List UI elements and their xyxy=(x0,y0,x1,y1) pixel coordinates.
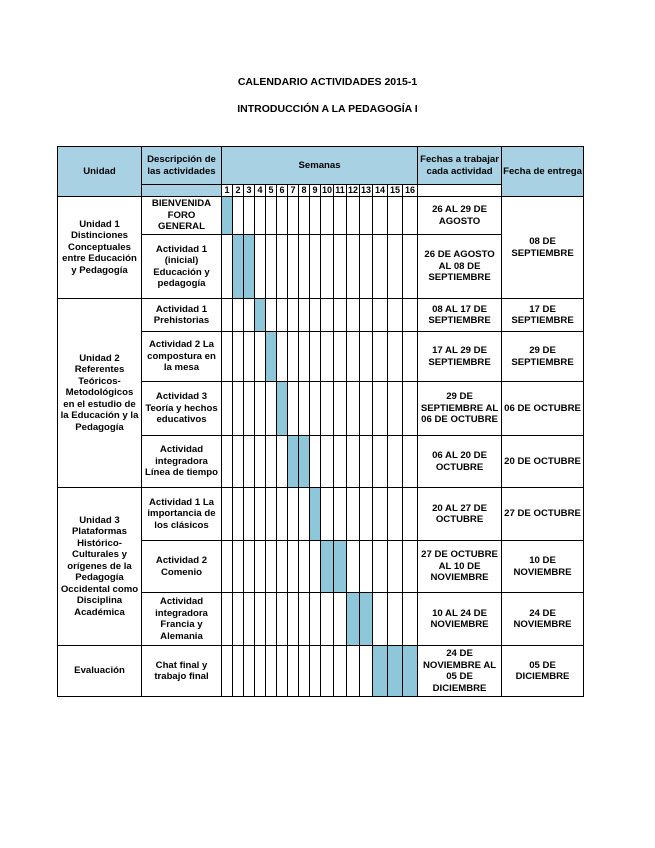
week-cell xyxy=(222,488,233,541)
week-cell xyxy=(244,235,255,299)
activity-calendar-table xyxy=(57,146,584,697)
week-cell xyxy=(266,332,277,382)
week-cell xyxy=(244,197,255,235)
week-cell xyxy=(277,593,288,646)
week-cell xyxy=(288,436,299,488)
week-cell xyxy=(255,197,266,235)
week-cell xyxy=(255,235,266,299)
week-cell xyxy=(277,382,288,436)
week-cell xyxy=(299,541,310,593)
week-cell xyxy=(288,382,299,436)
dates-cell: 26 DE AGOSTO AL 08 DE SEPTIEMBRE xyxy=(418,235,502,299)
week-cell xyxy=(299,488,310,541)
week-cell xyxy=(373,436,388,488)
week-cell xyxy=(334,197,347,235)
week-cell xyxy=(321,541,334,593)
week-cell xyxy=(233,488,244,541)
header-descripcion: Descripción de las actividades xyxy=(142,147,222,185)
week-cell xyxy=(310,488,321,541)
week-cell xyxy=(334,488,347,541)
week-cell xyxy=(222,593,233,646)
week-number: 14 xyxy=(373,185,388,197)
week-cell xyxy=(233,382,244,436)
week-cell xyxy=(222,235,233,299)
week-cell xyxy=(310,593,321,646)
table-row xyxy=(58,488,584,541)
week-number: 10 xyxy=(322,185,333,196)
week-cell xyxy=(277,436,288,488)
week-cell xyxy=(233,436,244,488)
week-cell xyxy=(244,332,255,382)
table-row xyxy=(58,299,584,332)
week-cell xyxy=(347,436,360,488)
week-cell xyxy=(347,541,360,593)
week-cell xyxy=(373,593,388,646)
week-cell xyxy=(388,593,403,646)
week-cell xyxy=(334,593,347,646)
week-cell xyxy=(321,235,334,299)
week-cell xyxy=(299,197,310,235)
activity-cell: Actividad integradora Francia y Alemania xyxy=(142,593,222,646)
week-cell xyxy=(288,235,299,299)
week-cell xyxy=(373,646,388,697)
week-cell xyxy=(255,541,266,593)
week-cell xyxy=(244,382,255,436)
week-cell xyxy=(403,299,418,332)
activity-cell: BIENVENIDA FORO GENERAL xyxy=(142,197,222,235)
week-cell xyxy=(347,646,360,697)
week-cell xyxy=(310,235,321,299)
week-number: 11 xyxy=(335,185,345,196)
week-cell xyxy=(266,197,277,235)
header-semanas: Semanas xyxy=(222,147,418,185)
week-cell xyxy=(299,646,310,697)
dates-cell: 27 DE OCTUBRE AL 10 DE NOVIEMBRE xyxy=(418,541,502,593)
week-cell xyxy=(255,436,266,488)
week-cell xyxy=(334,646,347,697)
week-cell xyxy=(266,436,277,488)
week-cell xyxy=(310,436,321,488)
week-cell xyxy=(388,541,403,593)
week-cell xyxy=(299,299,310,332)
page-title: CALENDARIO ACTIVIDADES 2015-1 xyxy=(237,76,418,88)
week-cell xyxy=(255,332,266,382)
dates-cell: 24 DE NOVIEMBRE AL 05 DE DICIEMBRE xyxy=(418,646,502,697)
week-cell xyxy=(347,299,360,332)
week-cell xyxy=(255,299,266,332)
week-cell xyxy=(373,235,388,299)
week-cell xyxy=(334,541,347,593)
week-cell xyxy=(288,593,299,646)
week-cell xyxy=(310,299,321,332)
week-cell xyxy=(360,488,373,541)
dates-cell: 26 AL 29 DE AGOSTO xyxy=(418,197,502,235)
week-cell xyxy=(266,646,277,697)
activity-cell: Actividad 1 Prehistorias xyxy=(142,299,222,332)
week-cell xyxy=(255,646,266,697)
due-cell: 24 DE NOVIEMBRE xyxy=(502,593,584,646)
week-number: 3 xyxy=(244,185,255,197)
week-cell xyxy=(334,299,347,332)
week-cell xyxy=(347,332,360,382)
week-cell xyxy=(334,332,347,382)
dates-cell: 06 AL 20 DE OCTUBRE xyxy=(418,436,502,488)
week-cell xyxy=(360,382,373,436)
week-cell xyxy=(277,299,288,332)
week-cell xyxy=(321,593,334,646)
week-cell xyxy=(360,541,373,593)
dates-cell: 20 AL 27 DE OCTUBRE xyxy=(418,488,502,541)
dates-cell: 10 AL 24 DE NOVIEMBRE xyxy=(418,593,502,646)
week-cell xyxy=(360,646,373,697)
due-cell: 10 DE NOVIEMBRE xyxy=(502,541,584,593)
week-cell xyxy=(266,299,277,332)
week-cell xyxy=(310,382,321,436)
activity-cell: Actividad 3 Teoría y hechos educativos xyxy=(142,382,222,436)
week-cell xyxy=(222,332,233,382)
due-cell: 08 DE SEPTIEMBRE xyxy=(502,197,584,299)
week-number: 15 xyxy=(388,185,403,197)
week-cell xyxy=(373,541,388,593)
week-cell xyxy=(244,299,255,332)
header-fechas-continued xyxy=(418,185,502,197)
week-cell xyxy=(277,541,288,593)
unit-cell: Evaluación xyxy=(58,646,142,697)
week-cell xyxy=(403,541,418,593)
week-cell xyxy=(277,332,288,382)
activity-cell: Actividad 1 La importancia de los clásicos xyxy=(142,488,222,541)
week-cell xyxy=(255,488,266,541)
activity-cell: Chat final y trabajo final xyxy=(142,646,222,697)
week-cell xyxy=(266,488,277,541)
week-cell xyxy=(255,382,266,436)
week-cell xyxy=(222,382,233,436)
week-cell xyxy=(347,235,360,299)
week-cell xyxy=(222,436,233,488)
week-cell xyxy=(233,593,244,646)
header-unidad: Unidad xyxy=(58,147,142,197)
week-number: 7 xyxy=(288,185,299,197)
dates-cell: 17 AL 29 DE SEPTIEMBRE xyxy=(418,332,502,382)
header-fechas: Fechas a trabajar cada actividad xyxy=(418,147,502,185)
week-cell xyxy=(347,382,360,436)
week-cell xyxy=(244,488,255,541)
unit-cell: Unidad 2 Referentes Teóricos-Metodológicos en el estudio de la Educación y la Pedagogía xyxy=(58,299,142,488)
week-cell xyxy=(244,593,255,646)
header-descripcion-continued xyxy=(142,185,222,197)
week-number: 16 xyxy=(403,185,418,197)
week-number: 12 xyxy=(348,185,359,196)
activity-cell: Actividad 2 La compostura en la mesa xyxy=(142,332,222,382)
week-cell xyxy=(321,332,334,382)
week-cell xyxy=(360,593,373,646)
week-cell xyxy=(403,646,418,697)
table-row xyxy=(58,646,584,697)
week-cell xyxy=(388,436,403,488)
week-number: 13 xyxy=(361,185,372,196)
dates-cell: 08 AL 17 DE SEPTIEMBRE xyxy=(418,299,502,332)
week-cell xyxy=(373,299,388,332)
week-cell xyxy=(403,382,418,436)
table-row xyxy=(58,197,584,235)
week-number: 8 xyxy=(299,185,310,197)
week-cell xyxy=(266,593,277,646)
due-cell: 27 DE OCTUBRE xyxy=(502,488,584,541)
week-cell xyxy=(321,646,334,697)
week-cell xyxy=(233,541,244,593)
week-cell xyxy=(334,235,347,299)
week-cell xyxy=(360,235,373,299)
week-cell xyxy=(321,436,334,488)
week-cell xyxy=(360,197,373,235)
week-cell xyxy=(373,197,388,235)
week-cell xyxy=(310,332,321,382)
week-cell xyxy=(233,197,244,235)
week-cell xyxy=(288,488,299,541)
week-cell xyxy=(288,197,299,235)
week-cell xyxy=(233,235,244,299)
week-number: 9 xyxy=(310,185,321,197)
week-cell xyxy=(288,332,299,382)
week-cell xyxy=(403,488,418,541)
week-cell xyxy=(388,488,403,541)
week-cell xyxy=(277,235,288,299)
week-cell xyxy=(388,382,403,436)
week-cell xyxy=(277,488,288,541)
week-cell xyxy=(299,382,310,436)
week-cell xyxy=(388,646,403,697)
week-cell xyxy=(403,235,418,299)
week-cell xyxy=(403,197,418,235)
page-subtitle: INTRODUCCIÓN A LA PEDAGOGÍA I xyxy=(237,103,418,115)
week-cell xyxy=(299,332,310,382)
week-number: 4 xyxy=(255,185,266,197)
week-cell xyxy=(347,197,360,235)
activity-cell: Actividad 2 Comenio xyxy=(142,541,222,593)
week-cell xyxy=(288,646,299,697)
week-cell xyxy=(277,646,288,697)
due-cell: 06 DE OCTUBRE xyxy=(502,382,584,436)
due-cell: 05 DE DICIEMBRE xyxy=(502,646,584,697)
week-cell xyxy=(373,332,388,382)
week-cell xyxy=(360,299,373,332)
week-cell xyxy=(222,299,233,332)
week-cell xyxy=(388,235,403,299)
week-cell xyxy=(233,332,244,382)
week-cell xyxy=(299,436,310,488)
week-cell xyxy=(233,299,244,332)
week-cell xyxy=(321,382,334,436)
due-cell: 17 DE SEPTIEMBRE xyxy=(502,299,584,332)
week-cell xyxy=(403,332,418,382)
due-cell: 20 DE OCTUBRE xyxy=(502,436,584,488)
week-cell xyxy=(266,235,277,299)
week-cell xyxy=(347,593,360,646)
week-cell xyxy=(222,197,233,235)
week-cell xyxy=(277,197,288,235)
week-cell xyxy=(388,197,403,235)
week-cell xyxy=(244,436,255,488)
week-cell xyxy=(310,197,321,235)
week-cell xyxy=(388,299,403,332)
week-cell xyxy=(299,593,310,646)
week-cell xyxy=(334,382,347,436)
week-cell xyxy=(244,541,255,593)
week-cell xyxy=(360,332,373,382)
week-cell xyxy=(360,436,373,488)
week-cell xyxy=(244,646,255,697)
week-cell xyxy=(288,299,299,332)
week-cell xyxy=(321,488,334,541)
week-number: 6 xyxy=(277,185,288,197)
due-cell: 29 DE SEPTIEMBRE xyxy=(502,332,584,382)
unit-cell: Unidad 3 Plataformas Histórico-Culturales y orígenes de la Pedagogía Occidental como Disciplina Académica xyxy=(58,488,142,646)
week-cell xyxy=(373,382,388,436)
week-number: 1 xyxy=(222,185,233,197)
week-cell xyxy=(321,197,334,235)
week-cell xyxy=(310,646,321,697)
week-cell xyxy=(266,541,277,593)
week-number: 5 xyxy=(266,185,277,197)
week-cell xyxy=(403,436,418,488)
header-entrega: Fecha de entrega xyxy=(502,147,584,197)
week-cell xyxy=(266,382,277,436)
activity-cell: Actividad integradora Línea de tiempo xyxy=(142,436,222,488)
activity-cell: Actividad 1 (inicial) Educación y pedagogía xyxy=(142,235,222,299)
dates-cell: 29 DE SEPTIEMBRE AL 06 DE OCTUBRE xyxy=(418,382,502,436)
week-cell xyxy=(222,646,233,697)
week-cell xyxy=(233,646,244,697)
week-cell xyxy=(403,593,418,646)
week-number: 2 xyxy=(233,185,244,197)
unit-cell: Unidad 1 Distinciones Conceptuales entre Educación y Pedagogía xyxy=(58,197,142,299)
week-cell xyxy=(255,593,266,646)
week-cell xyxy=(299,235,310,299)
week-cell xyxy=(334,436,347,488)
week-cell xyxy=(321,299,334,332)
week-cell xyxy=(388,332,403,382)
week-cell xyxy=(222,541,233,593)
week-cell xyxy=(310,541,321,593)
week-cell xyxy=(288,541,299,593)
week-cell xyxy=(373,488,388,541)
week-cell xyxy=(347,488,360,541)
